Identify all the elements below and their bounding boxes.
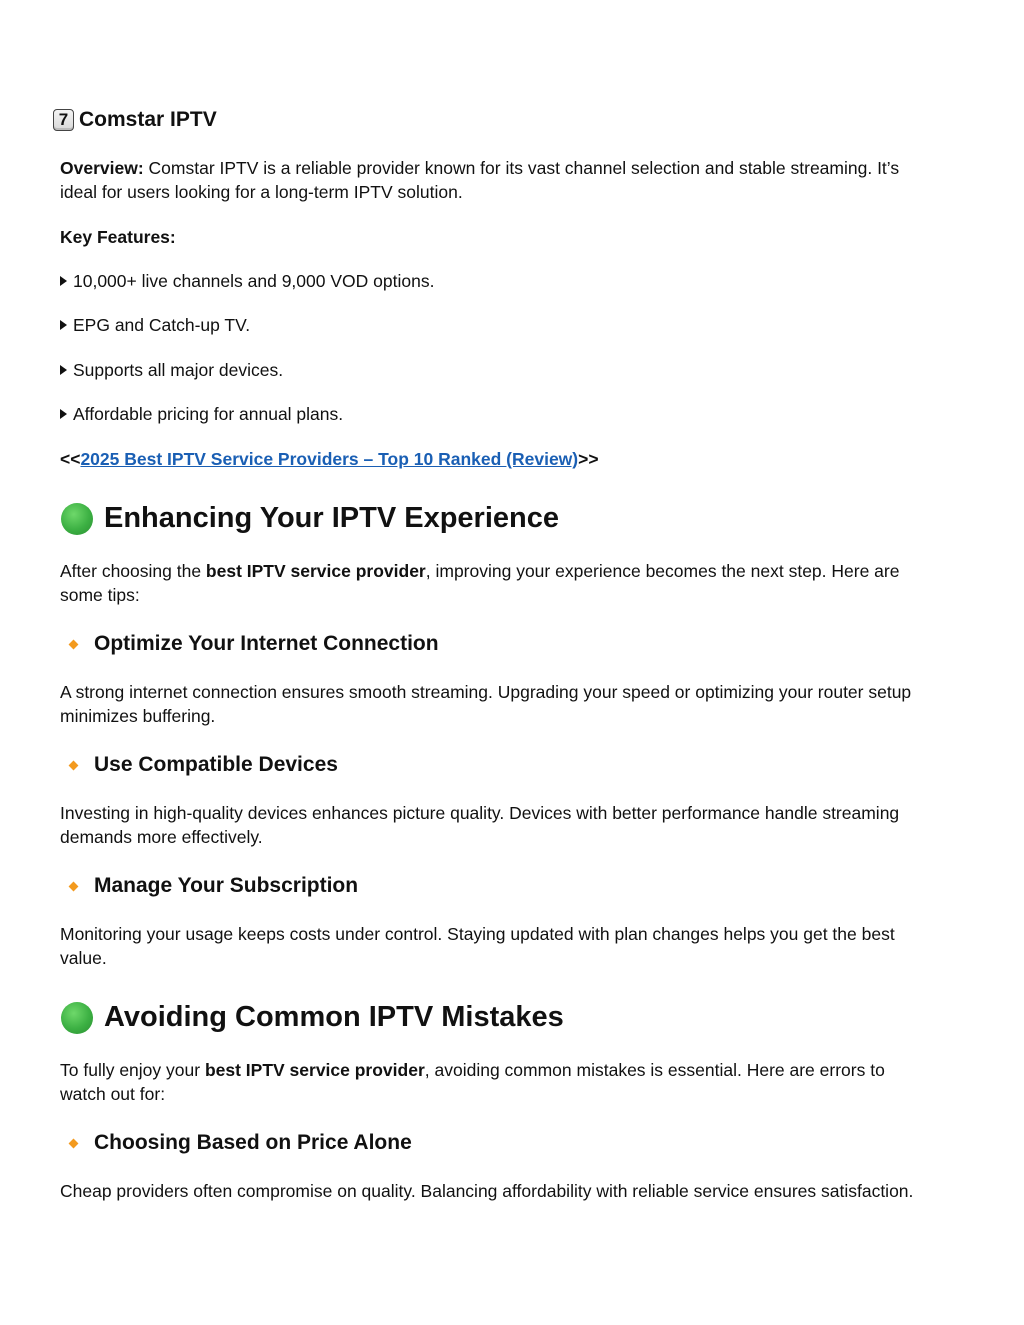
right-triangle-icon	[60, 320, 67, 330]
tip-text-line-1: Investing in high-quality devices enhances picture quality. Devices with better performance handle streaming	[60, 803, 900, 823]
overview-line-1	[60, 156, 899, 180]
tip-text-line-2: demands more effectively.	[60, 827, 263, 847]
tip-text-line-1: A strong internet connection ensures smooth streaming. Upgrading your speed or optimizing your router setup	[60, 682, 912, 702]
overview-text: Comstar IPTV is a reliable provider known for its vast channel selection and stable streaming. It’s	[148, 158, 900, 178]
overview-line-2: ideal for users looking for a long-term IPTV solution.	[60, 182, 463, 202]
feature-item	[60, 402, 343, 426]
green-circle-icon	[61, 503, 93, 535]
tip-text-line-2: minimizes buffering.	[60, 706, 216, 726]
experience-intro-line-1	[60, 559, 899, 583]
intro-text: , avoiding common mistakes is essential. Here are errors to	[424, 1060, 885, 1080]
review-link-line	[60, 447, 599, 471]
feature-text: Affordable pricing for annual plans.	[73, 404, 344, 424]
feature-item	[60, 269, 434, 293]
intro-text: After choosing the	[60, 561, 206, 581]
mistake-title: Choosing Based on Price Alone	[94, 1131, 412, 1154]
experience-intro-line-2: some tips:	[60, 585, 140, 605]
keycap-7-icon: 7	[53, 109, 74, 131]
mistakes-intro-line-1	[60, 1058, 885, 1082]
link-prefix: <<	[60, 449, 81, 469]
feature-text: Supports all major devices.	[73, 360, 284, 380]
tip-title: Optimize Your Internet Connection	[94, 632, 439, 655]
right-triangle-icon	[60, 276, 67, 286]
orange-diamond-icon	[69, 761, 79, 771]
right-triangle-icon	[60, 365, 67, 375]
intro-bold: best IPTV service provider	[205, 561, 426, 581]
section-heading-experience: Enhancing Your IPTV Experience	[104, 502, 559, 534]
provider-title: Comstar IPTV	[79, 108, 217, 131]
right-triangle-icon	[60, 409, 67, 419]
intro-bold: best IPTV service provider	[204, 1060, 425, 1080]
intro-text: To fully enjoy your	[60, 1060, 205, 1080]
tip-text-line-1: Monitoring your usage keeps costs under control. Staying updated with plan changes helps you get the best	[60, 924, 895, 944]
feature-text: 10,000+ live channels and 9,000 VOD options.	[73, 271, 435, 291]
overview-label: Overview:	[60, 158, 144, 178]
orange-diamond-icon	[69, 1139, 79, 1149]
review-link[interactable]: 2025 Best IPTV Service Providers – Top 10 Ranked (Review)	[80, 449, 579, 469]
mistake-text-line-1: Cheap providers often compromise on quality. Balancing affordability with reliable service ensures satisfaction.	[60, 1181, 914, 1201]
feature-text: EPG and Catch-up TV.	[73, 315, 251, 335]
green-circle-icon	[61, 1002, 93, 1034]
orange-diamond-icon	[69, 882, 79, 892]
feature-item	[60, 313, 250, 337]
feature-item	[60, 358, 283, 382]
link-suffix: >>	[578, 449, 599, 469]
features-heading: Key Features:	[60, 227, 176, 247]
section-heading-mistakes: Avoiding Common IPTV Mistakes	[104, 1001, 564, 1033]
tip-text-line-2: value.	[60, 948, 107, 968]
tip-title: Use Compatible Devices	[94, 753, 338, 776]
intro-text: , improving your experience becomes the next step. Here are	[425, 561, 900, 581]
tip-title: Manage Your Subscription	[94, 874, 359, 897]
orange-diamond-icon	[69, 640, 79, 650]
mistakes-intro-line-2: watch out for:	[60, 1084, 166, 1104]
